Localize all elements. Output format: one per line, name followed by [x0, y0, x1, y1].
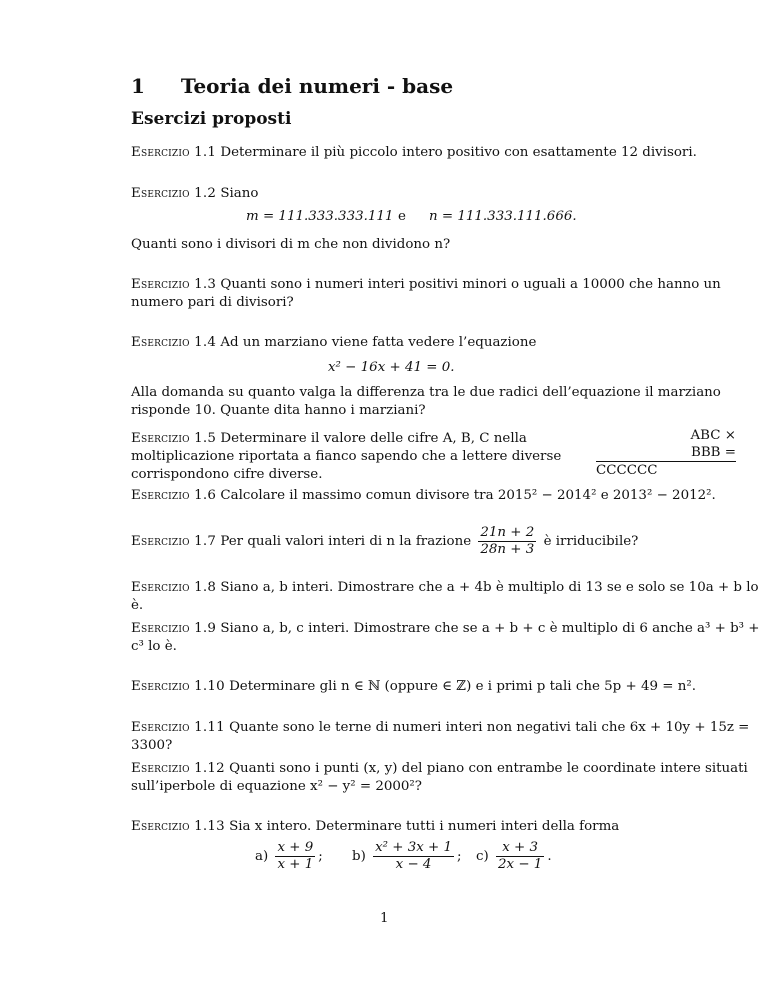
exercise-1-12 — [131, 760, 768, 796]
subsection-title: Esercizi proposti — [131, 109, 292, 129]
exercise-text: Per quali valori interi di n la frazione — [220, 534, 472, 549]
fraction — [373, 840, 454, 873]
exercise-label: Esercizio 1.7 — [131, 534, 217, 549]
exercise-text: Calcolare il massimo comun divisore tra 2015² − 2014² e 2013² − 2012². — [220, 488, 716, 503]
fraction-numerator: 21n + 2 — [480, 525, 535, 540]
exercise-label: Esercizio 1.6 — [131, 488, 217, 503]
exercise-1-3 — [131, 276, 768, 312]
part-end: . — [547, 849, 552, 864]
part-tag: b) — [352, 849, 366, 864]
part-a — [255, 840, 323, 873]
exercise-text: Quante sono le terne di numeri interi non negativi tali che 6x + 10y + 15z = 3300? — [131, 720, 750, 753]
exercise-1-5 — [131, 430, 571, 484]
fraction-numerator: x² + 3x + 1 — [375, 840, 453, 855]
m-equation: m = 111.333.333.111 — [246, 209, 394, 224]
section-number: 1 — [131, 74, 145, 98]
exercise-text: Ad un marziano viene fatta vedere l’equazione — [220, 335, 537, 350]
exercise-label: Esercizio 1.8 — [131, 580, 217, 595]
mult-row-2: BBB = — [691, 445, 736, 460]
fraction — [275, 840, 315, 873]
mult-result: CCCCCC — [596, 461, 736, 479]
exercise-label: Esercizio 1.2 — [131, 186, 217, 201]
fraction-denominator: 28n + 3 — [480, 542, 535, 557]
section-title: Teoria dei numeri - base — [180, 74, 454, 98]
exercise-text: Determinare il valore delle cifre A, B, C nella moltiplicazione riportata a fianco sapendo che a lettere diverse corrispondono cifre diverse. — [131, 431, 562, 482]
exercise-question: Quanti sono i divisori di m che non dividono n? — [131, 237, 451, 252]
exercise-text: Siano a, b, c interi. Dimostrare che se a + b + c è multiplo di 6 anche a³ + b³ + c³ lo è. — [131, 621, 760, 654]
part-tag: c) — [476, 849, 489, 864]
exercise-label: Esercizio 1.13 — [131, 819, 225, 834]
exercise-label: Esercizio 1.9 — [131, 621, 217, 636]
exercise-text: Quanti sono i numeri interi positivi minori o uguali a 10000 che hanno un numero pari di divisori? — [131, 277, 721, 310]
exercise-label: Esercizio 1.11 — [131, 720, 225, 735]
exercise-1-10 — [131, 678, 768, 696]
fraction-numerator: x + 9 — [277, 840, 314, 855]
exercise-1-11 — [131, 719, 768, 755]
exercise-1-8 — [131, 579, 768, 615]
fraction — [496, 840, 544, 873]
part-tag: a) — [255, 849, 269, 864]
fraction-denominator: x + 1 — [277, 857, 314, 872]
exercise-text: Siano — [220, 186, 259, 201]
fraction-denominator: 2x − 1 — [498, 857, 543, 872]
part-end: ; — [457, 849, 462, 864]
part-b — [352, 840, 462, 873]
exercise-label: Esercizio 1.12 — [131, 761, 225, 776]
exercise-label: Esercizio 1.3 — [131, 277, 217, 292]
part-c — [476, 840, 552, 873]
exercise-1-6 — [131, 487, 768, 505]
exercise-text: Sia x intero. Determinare tutti i numeri interi della forma — [229, 819, 620, 834]
exercise-label: Esercizio 1.1 — [131, 145, 217, 160]
fraction — [478, 525, 536, 558]
exercise-text-after: è irriducibile? — [543, 534, 639, 549]
exercise-label: Esercizio 1.4 — [131, 335, 217, 350]
fraction-denominator: x − 4 — [395, 857, 432, 872]
exercise-1-7 — [131, 525, 638, 558]
section-heading — [131, 74, 454, 98]
exercise-1-9 — [131, 620, 768, 656]
multiplication-scheme — [596, 427, 736, 479]
exercise-1-2 — [131, 185, 768, 203]
exercise-label: Esercizio 1.5 — [131, 431, 217, 446]
exercise-text: Determinare gli n ∈ ℕ (oppure ∈ ℤ) e i primi p tali che 5p + 49 = n². — [229, 679, 696, 694]
fraction-numerator: x + 3 — [496, 840, 544, 857]
exercise-text: Quanti sono i punti (x, y) del piano con entrambe le coordinate intere situati sull’iperbole di equazione x² − y² = 2000²? — [131, 761, 748, 794]
exercise-1-4 — [131, 334, 768, 352]
exercise-text: Determinare il più piccolo intero positivo con esattamente 12 divisori. — [220, 145, 697, 160]
connector-text: e — [398, 209, 406, 224]
exercise-text: Siano a, b interi. Dimostrare che a + 4b è multiplo di 13 se e solo se 10a + b lo è. — [131, 580, 759, 613]
part-end: ; — [318, 849, 323, 864]
equation: x² − 16x + 41 = 0. — [328, 360, 455, 375]
n-equation: n = 111.333.111.666. — [429, 209, 577, 224]
exercise-1-13 — [131, 818, 768, 836]
exercise-label: Esercizio 1.10 — [131, 679, 225, 694]
page-number: 1 — [380, 911, 389, 926]
mult-row-1: ABC × — [690, 428, 736, 443]
exercise-question: Alla domanda su quanto valga la differenza tra le due radici dell’equazione il marziano risponde 10. Quante dita hanno i marziani? — [131, 385, 721, 418]
exercise-1-1 — [131, 144, 768, 162]
